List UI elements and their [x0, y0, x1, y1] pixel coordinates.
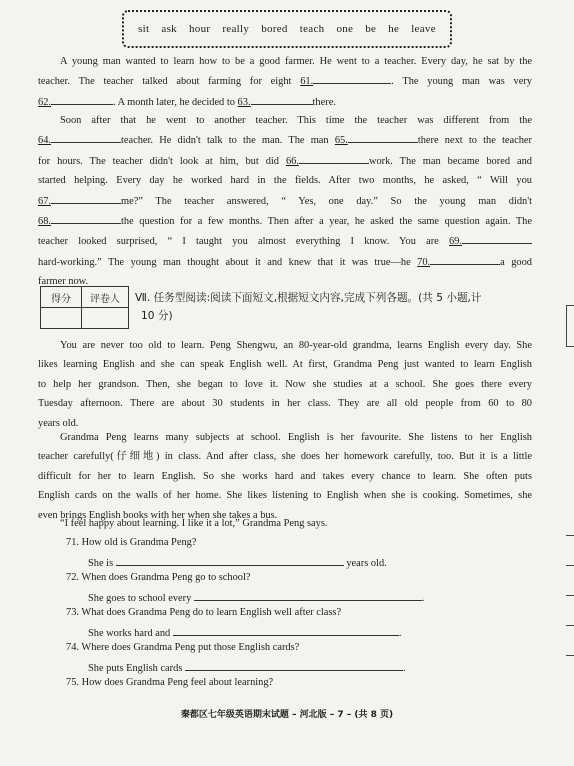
text-line — [38, 92, 532, 112]
text-segment: . The young man was very — [391, 76, 532, 88]
answer-blank[interactable] — [51, 92, 113, 105]
text-line: Tuesday afternoon. There are about 30 students in her class. They are all old people from 60 to 80 — [38, 398, 532, 410]
text-segment: there. — [312, 96, 336, 108]
text-line: years old. — [38, 417, 79, 429]
section-title — [135, 289, 535, 325]
answer-blank[interactable] — [51, 211, 121, 224]
text-segment: teacher looked surprised, “ I taught you almost everything I know. You are — [38, 236, 439, 248]
text-segment: a good — [500, 256, 532, 268]
answer-blank[interactable] — [116, 553, 344, 566]
word-bank-item: ask — [161, 23, 177, 35]
word-bank-item: leave — [411, 23, 436, 35]
word-bank-item: he — [388, 23, 400, 35]
margin-mark — [566, 625, 574, 626]
page-footer: 秦都区七年级英语期末试题 – 河北版 – 7 – (共 8 页) — [180, 710, 394, 720]
text-segment: me?” The teacher answered, “ Yes, one day.” So the young man didn't — [121, 195, 532, 207]
word-bank-item: hour — [188, 23, 211, 35]
word-bank-item: bored — [261, 23, 288, 35]
text-segment: . A month later, he decided to — [113, 96, 235, 108]
text-line: even brings English books with her when she takes a bus. — [38, 509, 278, 521]
answer-blank[interactable] — [251, 92, 313, 105]
text-segment: hard-working.” The young man thought about it and knew that it was true—he — [38, 256, 411, 268]
text-line — [38, 151, 532, 171]
word-bank-item: one — [336, 23, 354, 35]
text-line — [38, 130, 532, 150]
answer-blank[interactable] — [173, 623, 399, 636]
answer-blank[interactable] — [185, 658, 403, 671]
word-bank — [122, 10, 452, 48]
blank-number: 69. — [448, 236, 462, 248]
answer-blank[interactable] — [462, 231, 532, 244]
blank-number: 65. — [334, 135, 348, 147]
text-line: You are never too old to learn. Peng Shengwu, an 80-year-old grandma, learns English every day. She — [60, 340, 532, 351]
text-line — [38, 191, 532, 211]
text-line — [38, 71, 532, 91]
answer-prefix: She works hard and — [88, 628, 171, 639]
word-bank-item: be — [365, 23, 377, 35]
margin-mark — [566, 565, 574, 566]
question-73: 73. What does Grandma Peng do to learn English well after class? — [66, 607, 342, 618]
score-table — [40, 286, 129, 329]
answer-blank[interactable] — [313, 71, 391, 84]
answer-suffix: . — [402, 663, 406, 674]
answer-suffix: years old. — [346, 558, 387, 569]
text-segment: the question for a few months. Then after a year, he asked the same question again. The — [121, 216, 532, 228]
text-segment: teacher. He didn't talk to the man. The man — [121, 135, 329, 147]
blank-number: 63. — [237, 96, 251, 108]
reading-paragraph-1 — [38, 336, 532, 433]
text-segment: work. The man became bored and — [368, 155, 532, 167]
text-line — [38, 252, 532, 272]
blank-number: 68. — [38, 216, 51, 228]
text-line: Soon after that he went to another teacher. This time the teacher was different from the — [60, 115, 532, 126]
text-line: difficult for her to learn English. So she works hard and takes every chance to learn. She often puts — [38, 470, 532, 482]
text-line: English cards on the walls of her home. She likes listening to English when she is cooking. Sometimes, she — [38, 490, 532, 502]
blank-number: 67. — [38, 195, 51, 207]
text-segment: there next to the teacher — [417, 135, 533, 147]
question-71: 71. How old is Grandma Peng? — [66, 537, 197, 548]
text-line — [38, 211, 532, 231]
cloze-paragraph-2 — [38, 111, 532, 292]
blank-number: 64. — [38, 135, 51, 147]
score-header: 得分 — [41, 287, 82, 308]
blank-number: 61. — [300, 76, 314, 88]
answer-blank[interactable] — [51, 191, 121, 204]
answer-suffix: . — [421, 593, 425, 604]
grader-header: 评卷人 — [82, 287, 129, 308]
margin-mark — [566, 535, 574, 536]
text-line: A young man wanted to learn how to be a good farmer. He went to a teacher. Every day, he sat by the — [60, 56, 532, 67]
section-title-line: Ⅶ. 任务型阅读:阅读下面短文,根据短文内容,完成下列各题。(共 5 小题,计 — [135, 292, 482, 304]
word-bank-item: sit — [138, 23, 150, 35]
text-line: Grandma Peng learns many subjects at school. English is her favourite. She listens to her English — [60, 432, 532, 443]
grader-cell[interactable] — [82, 308, 129, 329]
margin-bracket — [566, 305, 574, 347]
answer-suffix: . — [398, 628, 402, 639]
question-75: 75. How does Grandma Peng feel about learning? — [66, 677, 274, 688]
answer-blank[interactable] — [348, 130, 418, 143]
quote-line: “I feel happy about learning. I like it a lot,” Grandma Peng says. — [60, 518, 328, 529]
text-line: teacher carefully(仔细地) in class. And after class, she does her homework carefully, too. But it is a little — [38, 451, 532, 463]
answer-blank[interactable] — [299, 151, 369, 164]
question-72: 72. When does Grandma Peng go to school? — [66, 572, 251, 583]
margin-mark — [566, 655, 574, 656]
blank-number: 62. — [38, 96, 51, 108]
question-74: 74. Where does Grandma Peng put those English cards? — [66, 642, 300, 653]
answer-blank[interactable] — [194, 588, 422, 601]
text-line: likes learning English and she can speak English well. At first, Grandma Peng just wanted to learn English — [38, 359, 532, 371]
answer-prefix: She puts English cards — [88, 663, 183, 674]
reading-paragraph-2 — [38, 428, 532, 525]
margin-mark — [566, 595, 574, 596]
answer-prefix: She is — [88, 558, 114, 569]
text-line: farmer now. — [38, 276, 89, 288]
answer-blank[interactable] — [51, 130, 121, 143]
cloze-paragraph-1 — [38, 52, 532, 112]
score-cell[interactable] — [41, 308, 82, 329]
answer-blank[interactable] — [430, 252, 500, 265]
text-line: started helping. Every day he worked hard in the fields. After two months, he asked, “ Will you — [38, 175, 532, 187]
word-bank-item: really — [222, 23, 250, 35]
text-segment: for hours. The teacher didn't look at him, but did — [38, 155, 279, 167]
section-title-line: 10 分) — [141, 310, 173, 322]
blank-number: 70. — [417, 256, 431, 268]
text-segment: teacher. The teacher talked about farming for eight — [38, 76, 292, 88]
text-line: to help her grandson. Then, she began to love it. Now she studies at a school. She goes there every — [38, 378, 532, 390]
answer-prefix: She goes to school every — [88, 593, 192, 604]
word-bank-item: teach — [299, 23, 325, 35]
text-line — [38, 231, 532, 251]
blank-number: 66. — [285, 155, 299, 167]
